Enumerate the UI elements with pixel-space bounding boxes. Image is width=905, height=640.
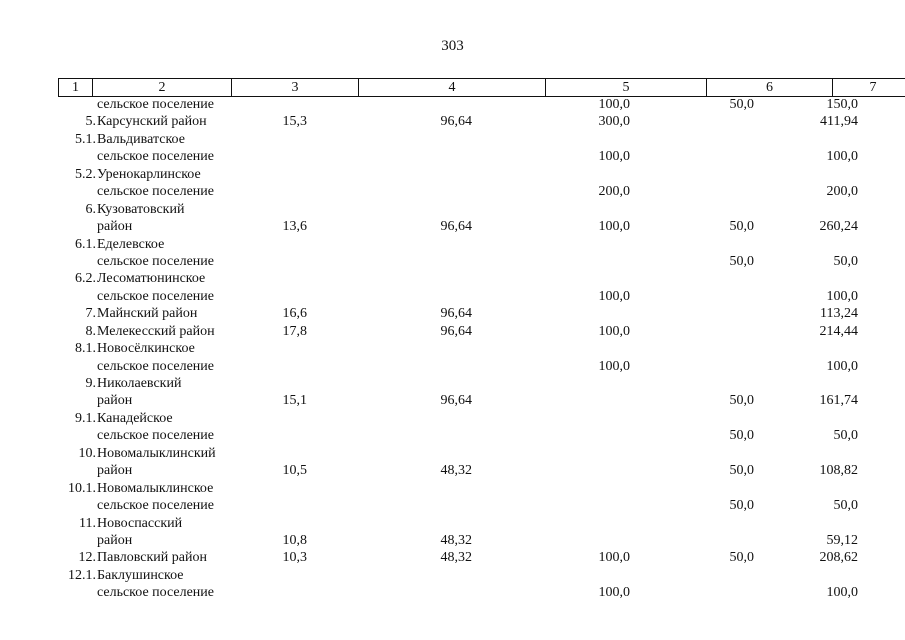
- row-number: 12.1.: [68, 567, 96, 583]
- row-number: 10.: [78, 445, 96, 461]
- col-7-value: 150,0: [826, 97, 858, 112]
- header-col-4: 4: [359, 79, 546, 96]
- row-number: 6.: [85, 201, 96, 217]
- table-row: [0, 253, 905, 270]
- row-name: сельское поселение: [97, 498, 214, 514]
- col-6-value: 50,0: [729, 97, 754, 112]
- col-5-value: 100,0: [598, 219, 630, 235]
- col-7-value: 161,74: [819, 393, 858, 409]
- table-row: [0, 497, 905, 514]
- col-5-value: 100,0: [598, 97, 630, 112]
- row-name: Лесоматюнинское: [97, 271, 206, 287]
- row-name: сельское поселение: [97, 253, 214, 269]
- row-name: район: [97, 219, 133, 235]
- col-5-value: 100,0: [598, 323, 630, 339]
- col-5-value: 100,0: [598, 149, 630, 165]
- col-5-value: 300,0: [598, 114, 630, 130]
- table-row: [0, 392, 905, 409]
- header-col-1: 1: [59, 79, 93, 96]
- col-7-value: 100,0: [826, 358, 858, 374]
- col-7-value: 200,0: [826, 184, 858, 200]
- header-col-6: 6: [707, 79, 833, 96]
- table-row: [0, 305, 905, 322]
- col-4-value: 48,32: [440, 532, 472, 548]
- col-5-value: 100,0: [598, 288, 630, 304]
- col-7-value: 260,24: [819, 219, 858, 235]
- col-3-value: 13,6: [282, 219, 307, 235]
- col-5-value: 100,0: [598, 585, 630, 601]
- table-body: [0, 96, 905, 602]
- row-number: 9.: [85, 376, 96, 391]
- row-name: район: [97, 532, 133, 548]
- header-col-3: 3: [232, 79, 359, 96]
- row-name: Новомалыклинское: [97, 480, 214, 496]
- table-row: [0, 270, 905, 287]
- col-7-value: 214,44: [819, 323, 858, 339]
- row-name: Новомалыклинский: [97, 445, 216, 461]
- row-name: Уренокарлинское: [97, 166, 201, 182]
- row-name: Майнский район: [97, 306, 198, 322]
- col-3-value: 15,3: [282, 114, 307, 130]
- row-number: 5.2.: [75, 166, 96, 182]
- col-4-value: 96,64: [440, 306, 472, 322]
- table-row: [0, 427, 905, 444]
- table-row: [0, 323, 905, 340]
- col-6-value: 50,0: [729, 428, 754, 444]
- row-name: Карсунский район: [97, 114, 207, 130]
- row-number: 12.: [78, 550, 96, 566]
- row-name: Николаевский: [97, 376, 182, 391]
- table-row: [0, 113, 905, 130]
- table-row: [0, 549, 905, 566]
- col-3-value: 10,3: [282, 550, 307, 566]
- col-3-value: 10,8: [282, 532, 307, 548]
- row-name: сельское поселение: [97, 358, 214, 374]
- col-6-value: 50,0: [729, 550, 754, 566]
- row-name: сельское поселение: [97, 428, 214, 444]
- col-3-value: 10,5: [282, 463, 307, 479]
- table-row: [0, 515, 905, 532]
- col-4-value: 96,64: [440, 114, 472, 130]
- col-6-value: 50,0: [729, 219, 754, 235]
- row-name: сельское поселение: [97, 288, 214, 304]
- col-5-value: 200,0: [598, 184, 630, 200]
- page-number: 303: [441, 38, 464, 54]
- header-col-7: 7: [869, 80, 877, 95]
- col-7-value: 100,0: [826, 149, 858, 165]
- row-name: район: [97, 393, 133, 409]
- row-name: Новоспасский: [97, 515, 183, 531]
- col-3-value: 17,8: [282, 323, 307, 339]
- row-number: 5.: [85, 114, 96, 130]
- col-6-value: 50,0: [729, 498, 754, 514]
- row-name: сельское поселение: [97, 585, 214, 601]
- table-row: [0, 218, 905, 235]
- table-row: [0, 201, 905, 218]
- row-name: Вальдиватское: [97, 131, 185, 147]
- col-4-value: 96,64: [440, 393, 472, 409]
- table-row: [0, 166, 905, 183]
- table-row: [0, 445, 905, 462]
- col-3-value: 15,1: [282, 393, 307, 409]
- table-row: [0, 183, 905, 200]
- col-4-value: 96,64: [440, 219, 472, 235]
- row-number: 6.1.: [75, 236, 96, 252]
- table-row: [0, 288, 905, 305]
- row-name: сельское поселение: [97, 97, 214, 112]
- col-4-value: 48,32: [440, 550, 472, 566]
- row-name: Кузоватовский: [97, 201, 185, 217]
- col-6-value: 50,0: [729, 463, 754, 479]
- col-7-value: 113,24: [820, 306, 858, 322]
- table-row: [0, 148, 905, 165]
- table-row: [0, 462, 905, 479]
- table-row: [0, 532, 905, 549]
- row-number: 7.: [85, 306, 96, 322]
- row-name: сельское поселение: [97, 184, 214, 200]
- table-row: [0, 584, 905, 601]
- col-7-value: 411,94: [820, 114, 858, 130]
- header-col-5: 5: [546, 79, 707, 96]
- table-row: [0, 340, 905, 357]
- col-7-value: 50,0: [833, 498, 858, 514]
- row-number: 6.2.: [75, 271, 96, 287]
- col-4-value: 48,32: [440, 463, 472, 479]
- col-7-value: 100,0: [826, 585, 858, 601]
- header-col-2: 2: [93, 79, 232, 96]
- col-7-value: 50,0: [833, 428, 858, 444]
- row-name: Баклушинское: [97, 567, 184, 583]
- row-number: 8.: [85, 323, 96, 339]
- table-row: [0, 567, 905, 584]
- row-name: район: [97, 463, 133, 479]
- col-6-value: 50,0: [729, 393, 754, 409]
- row-number: 11.: [79, 515, 96, 531]
- table-row: [0, 410, 905, 427]
- table-header: [58, 78, 905, 97]
- col-7-value: 59,12: [826, 532, 858, 548]
- table-row: [0, 96, 905, 113]
- col-3-value: 16,6: [282, 306, 307, 322]
- row-name: Канадейское: [97, 410, 173, 426]
- col-6-value: 50,0: [729, 253, 754, 269]
- row-name: Мелекесский район: [97, 323, 215, 339]
- table-row: [0, 131, 905, 148]
- row-number: 9.1.: [75, 410, 96, 426]
- row-number: 8.1.: [75, 341, 96, 357]
- col-4-value: 96,64: [440, 323, 472, 339]
- col-7-value: 50,0: [833, 253, 858, 269]
- col-5-value: 100,0: [598, 358, 630, 374]
- row-name: Еделевское: [97, 236, 165, 252]
- col-7-value: 100,0: [826, 288, 858, 304]
- table-row: [0, 480, 905, 497]
- col-5-value: 100,0: [598, 550, 630, 566]
- row-name: Павловский район: [97, 550, 207, 566]
- row-number: 5.1.: [75, 131, 96, 147]
- table-row: [0, 236, 905, 253]
- table-row: [0, 375, 905, 392]
- col-7-value: 108,82: [819, 463, 858, 479]
- table-row: [0, 358, 905, 375]
- row-number: 10.1.: [68, 480, 96, 496]
- row-name: сельское поселение: [97, 149, 214, 165]
- col-7-value: 208,62: [819, 550, 858, 566]
- row-name: Новосёлкинское: [97, 341, 195, 357]
